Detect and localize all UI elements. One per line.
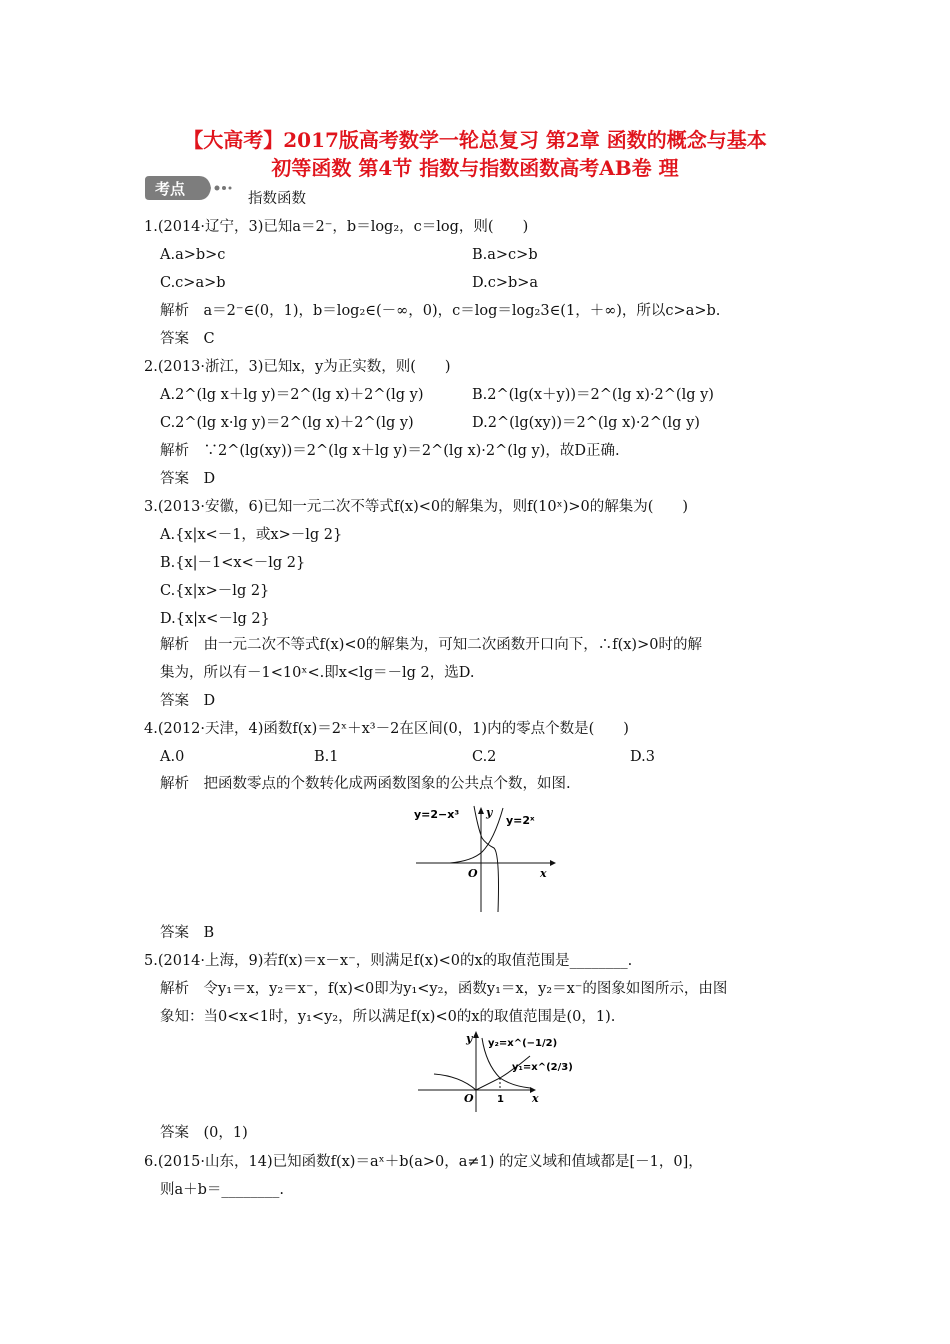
doc-title-line2: 初等函数 第4节 指数与指数函数高考AB卷 理	[271, 156, 679, 180]
q3-analysis-1: 解析 由一元二次不等式f(x)<0的解集为，可知二次函数开口向下，∴f(x)>0时的解	[160, 637, 702, 653]
q1-stem: 1.(2014·辽宁，3)已知a＝2⁻，b＝log₂，c＝log，则( )	[144, 219, 529, 235]
kaodian-label: 考点	[155, 180, 186, 198]
q5-analysis-1: 解析 令y₁＝x，y₂＝x⁻，f(x)<0即为y₁<y₂，函数y₁＝x，y₂＝x⁻的图象如图所示，由图	[160, 981, 728, 997]
q4-option-a: A.0	[160, 749, 185, 765]
q2-option-a: A.2^(lg x＋lg y)＝2^(lg x)＋2^(lg y)	[160, 387, 424, 403]
q4-analysis: 解析 把函数零点的个数转化成两函数图象的公共点个数，如图.	[160, 776, 571, 792]
q3-option-b: B.{x|－1<x<－lg 2}	[160, 555, 306, 571]
q6-stem-2: 则a＋b＝________.	[160, 1182, 285, 1198]
q5-label-y1: y₁=x^(2/3)	[512, 1062, 573, 1073]
q5-answer: 答案 (0，1)	[160, 1125, 248, 1141]
q4-answer: 答案 B	[160, 925, 215, 941]
q6-stem-1: 6.(2015·山东，14)已知函数f(x)＝aˣ＋b(a>0，a≠1) 的定义域和值域都是[－1，0]，	[144, 1154, 703, 1170]
q4-label-origin: O	[468, 867, 478, 880]
q2-option-d: D.2^(lg(xy))＝2^(lg x)·2^(lg y)	[472, 415, 700, 431]
q3-stem: 3.(2013·安徽，6)已知一元二次不等式f(x)<0的解集为，则f(10ˣ)>0的解集为( )	[144, 499, 689, 515]
q1-option-a: A.a>b>c	[160, 247, 226, 263]
q5-label-y: y	[466, 1032, 473, 1045]
q2-analysis: 解析 ∵2^(lg(xy))＝2^(lg x＋lg y)＝2^(lg x)·2^(lg y)，故D正确.	[160, 443, 620, 459]
q5-label-origin: O	[464, 1092, 474, 1105]
q4-function-graph	[410, 798, 560, 916]
q4-stem: 4.(2012·天津，4)函数f(x)＝2ˣ＋x³－2在区间(0，1)内的零点个数是( )	[144, 721, 629, 737]
q4-option-b: B.1	[314, 749, 339, 765]
q4-label-right: y=2ˣ	[506, 814, 535, 827]
q4-label-left: y=2−x³	[414, 808, 460, 821]
q4-label-x: x	[540, 867, 547, 880]
q4-option-c: C.2	[472, 749, 497, 765]
q5-label-y2: y₂=x^(−1/2)	[488, 1038, 558, 1049]
q5-label-x: x	[532, 1092, 539, 1105]
q2-answer: 答案 D	[160, 471, 216, 487]
kaodian-badge	[145, 176, 233, 206]
q5-stem: 5.(2014·上海，9)若f(x)＝x－x⁻，则满足f(x)<0的x的取值范围是________.	[144, 953, 633, 969]
q3-option-c: C.{x|x>－lg 2}	[160, 583, 270, 599]
q3-analysis-2: 集为，所以有－1<10ˣ<.即x<lg＝－lg 2，选D.	[160, 665, 475, 681]
q5-analysis-2: 象知：当0<x<1时，y₁<y₂，所以满足f(x)<0的x的取值范围是(0，1).	[160, 1009, 616, 1025]
q1-option-c: C.c>a>b	[160, 275, 226, 291]
q4-option-d: D.3	[630, 749, 655, 765]
q5-label-one: 1	[497, 1094, 504, 1105]
q2-option-c: C.2^(lg x·lg y)＝2^(lg x)＋2^(lg y)	[160, 415, 414, 431]
section-heading: 指数函数	[248, 191, 306, 207]
q5-function-graph	[412, 1028, 573, 1118]
doc-title-line1: 【大高考】2017版高考数学一轮总复习 第2章 函数的概念与基本	[183, 128, 767, 152]
q2-option-b: B.2^(lg(x＋y))＝2^(lg x)·2^(lg y)	[472, 387, 714, 403]
q3-option-d: D.{x|x<－lg 2}	[160, 611, 270, 627]
q1-analysis: 解析 a＝2⁻∈(0，1)，b＝log₂∈(－∞，0)，c＝log＝log₂3∈(1，＋∞)，所以c>a>b.	[160, 303, 721, 319]
q1-answer: 答案 C	[160, 331, 215, 347]
q1-option-b: B.a>c>b	[472, 247, 538, 263]
q3-answer: 答案 D	[160, 693, 216, 709]
q4-label-y: y	[486, 806, 493, 819]
q3-option-a: A.{x|x<－1，或x>－lg 2}	[160, 527, 343, 543]
q2-stem: 2.(2013·浙江，3)已知x，y为正实数，则( )	[144, 359, 451, 375]
q1-option-d: D.c>b>a	[472, 275, 539, 291]
